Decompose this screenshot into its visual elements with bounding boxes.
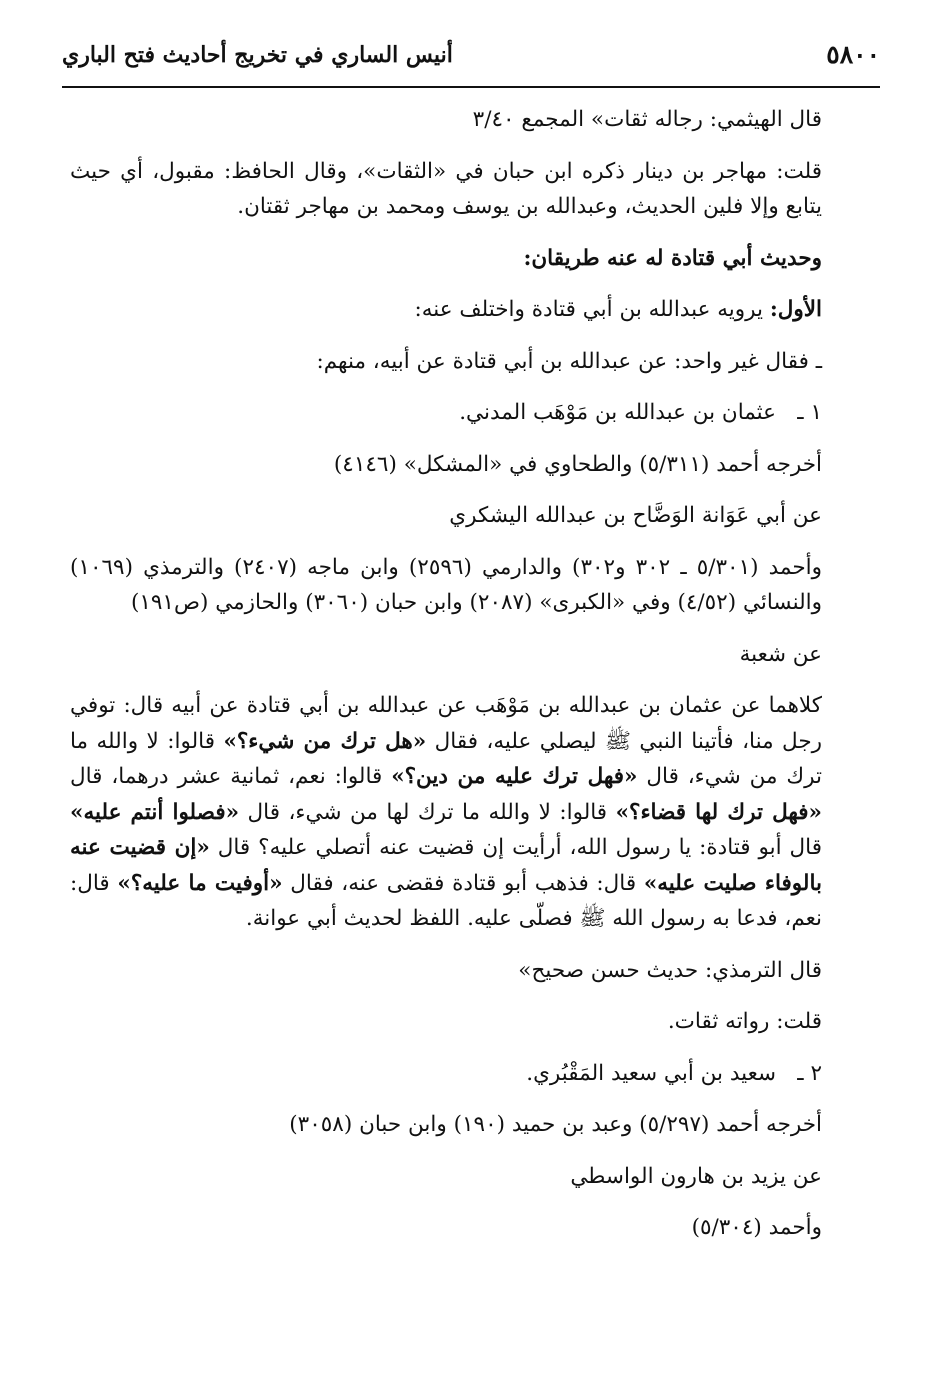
hadith-segment: قال أبو قتادة: يا رسول الله، أرأيت إن قضيت عنه أتصلي عليه؟ قال bbox=[209, 835, 822, 860]
haythami-quote: قال الهيثمي: رجاله ثقات» المجمع ٣/٤٠ bbox=[472, 107, 822, 132]
hadith-segment: قالوا: لا والله ما ترك من شيء، قال bbox=[70, 728, 822, 789]
narrators-intro: ـ فقال غير واحد: عن عبدالله بن أبي قتادة عن أبيه، منهم: bbox=[316, 348, 822, 374]
item-1-heading bbox=[70, 395, 822, 431]
item-1-number: ١ ـ bbox=[797, 400, 822, 425]
page-header bbox=[62, 40, 880, 80]
hadith-segment: قالوا: لا والله ما ترك لها من شيء، قال bbox=[239, 799, 616, 825]
item-1-chain-1: عن أبي عَوَانة الوَضَّاح بن عبدالله اليشكري bbox=[449, 503, 822, 528]
item-1-takhrij-2: وأحمد (٥/٣٠١ ـ ٣٠٢ و٣٠٢) والدارمي (٢٥٩٦) وابن ماجه (٢٤٠٧) والترمذي (١٠٦٩) والنسائي (٤/٥٢) وفي «الكبرى» (٢٠٨٧) وابن حبان (٣٠٦٠) والحازمي (ص١٩١) bbox=[70, 554, 822, 615]
first-route-label: الأول: bbox=[769, 297, 822, 322]
section-heading: وحديث أبي قتادة له عنه طريقان: bbox=[523, 245, 822, 271]
hadith-segment: قالوا: نعم، ثمانية عشر درهما، قال bbox=[70, 764, 392, 789]
prophet-quote: «فهل ترك لها قضاء؟» bbox=[615, 799, 822, 825]
item-2-takhrij-1: أخرجه أحمد (٥/٢٩٧) وعبد بن حميد (١٩٠) وابن حبان (٣٠٥٨) bbox=[289, 1112, 822, 1137]
hadith-segment: كلاهما عن عثمان بن عبدالله بن مَوْهَب عن عبدالله بن أبي قتادة عن أبيه قال: توفي رجل منا، فأتينا النبي ﷺ ليصلي عليه، فقال bbox=[70, 693, 823, 754]
tirmidhi-grading: قال الترمذي: حديث حسن صحيح» bbox=[518, 957, 822, 983]
item-1-name: عثمان بن عبدالله بن مَوْهَب المدني. bbox=[459, 400, 776, 425]
prophet-quote: «فهل ترك عليه من دين؟» bbox=[391, 764, 638, 789]
prophet-quote: «فصلوا أنتم عليه» bbox=[70, 799, 240, 825]
item-2-name: سعيد بن أبي سعيد المَقْبُري. bbox=[526, 1060, 776, 1086]
item-1-chain-2: عن شعبة bbox=[739, 641, 822, 667]
note-paragraph: قلت: مهاجر بن دينار ذكره ابن حبان في «الثقات»، وقال الحافظ: مقبول، أي حيث يتابع وإلا فلين الحديث، وعبدالله بن يوسف ومحمد بن مهاجر ثقتان. bbox=[70, 158, 822, 219]
hadith-text bbox=[70, 688, 822, 937]
first-route-text: يرويه عبدالله بن أبي قتادة واختلف عنه: bbox=[414, 297, 770, 322]
header-rule bbox=[62, 86, 880, 88]
item-2-heading bbox=[70, 1056, 822, 1092]
first-route bbox=[70, 292, 822, 328]
hadith-segment: قال: فذهب أبو قتادة فقضى عنه، فقال bbox=[282, 870, 644, 896]
hadith-segment: قال: نعم، فدعا به رسول الله ﷺ فصلّى عليه. اللفظ لحديث أبي عوانة. bbox=[70, 870, 822, 931]
item-2-chain-1: عن يزيد بن هارون الواسطي bbox=[570, 1163, 822, 1189]
prophet-quote: «إن قضيت عنه بالوفاء صليت عليه» bbox=[70, 835, 822, 896]
page-body bbox=[70, 102, 822, 1246]
page-number: ٥٨٠٠ bbox=[826, 40, 880, 69]
item-2-number: ٢ ـ bbox=[797, 1060, 822, 1086]
book-title: أنيس الساري في تخريج أحاديث فتح الباري bbox=[62, 42, 453, 68]
item-2-takhrij-2: وأحمد (٥/٣٠٤) bbox=[691, 1215, 822, 1240]
author-verdict: قلت: رواته ثقات. bbox=[667, 1009, 822, 1034]
prophet-quote: «هل ترك من شيء؟» bbox=[223, 728, 427, 754]
item-1-takhrij-1: أخرجه أحمد (٥/٣١١) والطحاوي في «المشكل» (٤١٤٦) bbox=[333, 451, 822, 477]
prophet-quote: «أوفيت ما عليه؟» bbox=[117, 870, 283, 896]
